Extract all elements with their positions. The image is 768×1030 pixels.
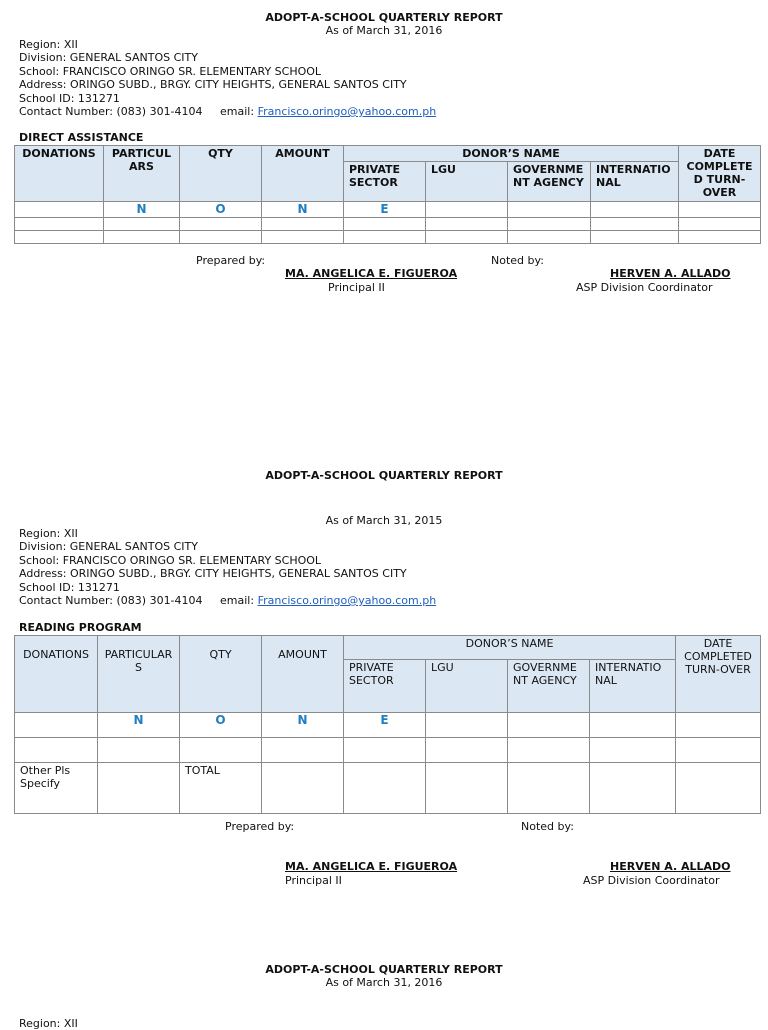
signer1-name: MA. ANGELICA E. FIGUEROA <box>285 860 458 873</box>
none-letter: O <box>180 202 262 218</box>
header-date: DATE COMPLETE D TURN-OVER <box>679 146 761 202</box>
contact-number: Contact Number: (083) 301-4104 <box>19 105 203 119</box>
address: Address: ORINGO SUBD., BRGY. CITY HEIGHTS, GENERAL SANTOS CITY <box>19 78 407 92</box>
header-qty: QTY <box>180 146 262 202</box>
report1-title: ADOPT-A-SCHOOL QUARTERLY REPORT <box>265 11 503 24</box>
report1-date: As of March 31, 2016 <box>325 24 443 37</box>
report1-section-title: DIRECT ASSISTANCE <box>19 131 144 144</box>
email-link[interactable]: Francisco.oringo@yahoo.com.ph <box>257 594 437 608</box>
email-label: email: <box>220 105 255 119</box>
contact-number: Contact Number: (083) 301-4104 <box>19 594 203 608</box>
signer1-title: Principal II <box>285 874 342 887</box>
total-label: TOTAL <box>180 763 262 814</box>
email-label: email: <box>220 594 255 608</box>
header-intl: INTERNATIO NAL <box>591 162 679 202</box>
region: Region: XII <box>19 527 78 540</box>
none-letter: N <box>104 202 180 218</box>
report1-school-info <box>19 38 436 118</box>
header-amount: AMOUNT <box>262 146 344 202</box>
prepared-by-label: Prepared by: <box>225 820 295 833</box>
division: Division: GENERAL SANTOS CITY <box>19 540 198 554</box>
none-letter: N <box>262 202 344 218</box>
contact-line <box>19 105 436 118</box>
report2-title: ADOPT-A-SCHOOL QUARTERLY REPORT <box>265 469 503 482</box>
table-row <box>15 218 761 231</box>
header-qty: QTY <box>180 636 262 713</box>
table-row <box>15 738 761 763</box>
none-letter: N <box>98 713 180 738</box>
school: School: FRANCISCO ORINGO SR. ELEMENTARY SCHOOL <box>19 64 322 78</box>
header-gov: GOVERNME NT AGENCY <box>508 162 591 202</box>
signer2-name: HERVEN A. ALLADO <box>610 860 731 873</box>
division: Division: GENERAL SANTOS CITY <box>19 51 198 65</box>
report2-section-title: READING PROGRAM <box>19 621 142 634</box>
report3-region: Region: XII <box>19 1017 78 1030</box>
other-specify: Other Pls Specify <box>15 763 98 814</box>
header-private: PRIVATE SECTOR <box>344 660 426 713</box>
report1-table <box>14 145 761 244</box>
none-letter: E <box>344 202 426 218</box>
signer2-name: HERVEN A. ALLADO <box>610 267 731 280</box>
email-link[interactable]: Francisco.oringo@yahoo.com.ph <box>257 105 437 119</box>
school-id: School ID: 131271 <box>19 91 120 105</box>
signer1-name: MA. ANGELICA E. FIGUEROA <box>285 267 458 280</box>
none-letter: E <box>344 713 426 738</box>
school: School: FRANCISCO ORINGO SR. ELEMENTARY SCHOOL <box>19 553 322 567</box>
contact-line <box>19 594 436 607</box>
school-id: School ID: 131271 <box>19 580 120 594</box>
header-donations: DONATIONS <box>15 146 104 202</box>
prepared-by-label: Prepared by: <box>196 254 266 267</box>
header-donors-name: DONOR’S NAME <box>344 636 676 660</box>
report3-date: As of March 31, 2016 <box>325 976 443 989</box>
report2-date: As of March 31, 2015 <box>325 514 443 527</box>
signer1-title: Principal II <box>328 281 385 294</box>
header-particulars: PARTICULAR S <box>98 636 180 713</box>
noted-by-label: Noted by: <box>491 254 544 267</box>
report2-school-info <box>19 527 436 607</box>
header-private: PRIVATE SECTOR <box>344 162 426 202</box>
table-row <box>15 763 761 814</box>
noted-by-label: Noted by: <box>521 820 574 833</box>
report2-table <box>14 635 761 814</box>
table-row <box>15 202 761 218</box>
report3-title: ADOPT-A-SCHOOL QUARTERLY REPORT <box>265 963 503 976</box>
none-letter: O <box>180 713 262 738</box>
header-intl: INTERNATIO NAL <box>590 660 676 713</box>
table-row <box>15 713 761 738</box>
signer2-title: ASP Division Coordinator <box>576 281 713 294</box>
header-date: DATE COMPLETED TURN-OVER <box>676 636 761 713</box>
header-lgu: LGU <box>426 162 508 202</box>
signer2-title: ASP Division Coordinator <box>583 874 720 887</box>
none-letter: N <box>262 713 344 738</box>
header-lgu: LGU <box>426 660 508 713</box>
region: Region: XII <box>19 38 78 51</box>
header-donors-name: DONOR’S NAME <box>344 146 679 162</box>
address: Address: ORINGO SUBD., BRGY. CITY HEIGHTS, GENERAL SANTOS CITY <box>19 567 407 581</box>
header-gov: GOVERNME NT AGENCY <box>508 660 590 713</box>
header-particulars: PARTICUL ARS <box>104 146 180 202</box>
table-row <box>15 231 761 244</box>
header-donations: DONATIONS <box>15 636 98 713</box>
header-amount: AMOUNT <box>262 636 344 713</box>
